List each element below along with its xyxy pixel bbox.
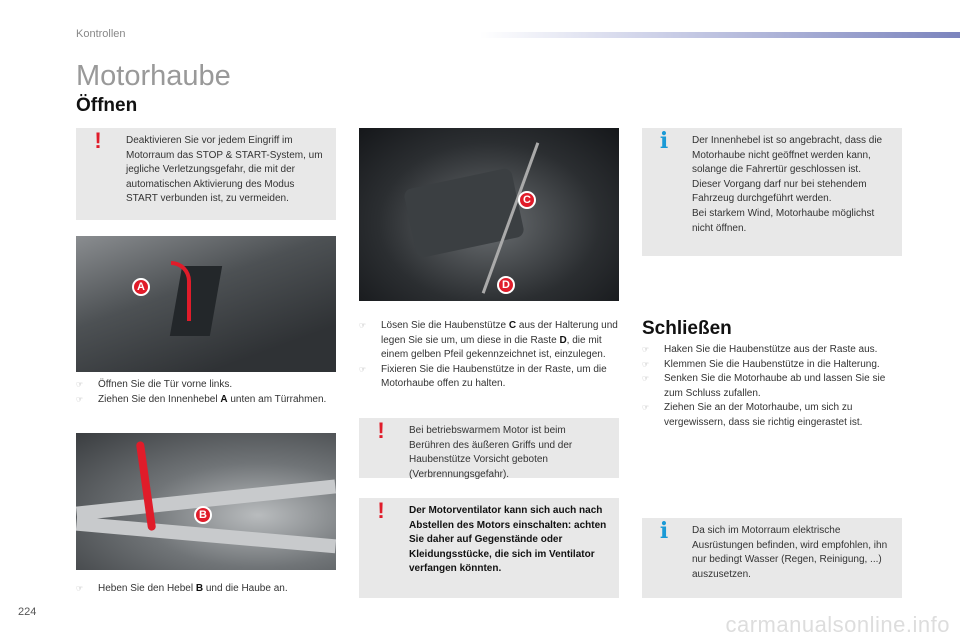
step <box>76 393 336 408</box>
step-text: und die Haube an. <box>205 583 288 594</box>
step <box>76 378 336 393</box>
arrow-icon <box>136 441 156 531</box>
step: ☞ Haken Sie die Haubenstütze aus der Raste aus. <box>642 343 906 358</box>
photo-engine-bay <box>359 128 619 301</box>
page-number: 224 <box>18 606 37 618</box>
step <box>76 582 336 597</box>
step: ☞ Senken Sie die Motorhaube ab und lassen Sie sie zum Schluss zufallen. <box>642 372 906 401</box>
header-rule <box>480 32 960 38</box>
warning-icon: ! <box>377 498 385 523</box>
info-text: Dieser Vorgang darf nur bei stehendem Fahrzeug durchgeführt werden. <box>692 178 867 205</box>
warning-box-burn <box>359 418 619 478</box>
label-a: A <box>220 393 228 405</box>
heading-oeffnen: Öffnen <box>76 95 138 116</box>
info-text: Da sich im Motorraum elektrische Ausrüstungen befinden, wird empfohlen, ihn nur bedingt Wasser (Regen, Reinigung, ...) auszusetzen. <box>692 525 888 580</box>
photo-hood-lever <box>76 433 336 570</box>
warning-icon: ! <box>94 128 102 153</box>
heading-schliessen: Schließen <box>642 318 732 339</box>
callout-b: B <box>194 506 212 524</box>
steps-list-2 <box>76 582 336 597</box>
callout-d: D <box>497 276 515 294</box>
step-text: aus der Halterung und legen Sie sie um, um diese in die Raste <box>381 320 618 346</box>
warning-icon: ! <box>377 418 385 443</box>
callout-a: A <box>132 278 150 296</box>
step-text: Fixieren Sie die Haubenstütze in der Raste, um die Motorhaube offen zu halten. <box>381 363 607 390</box>
arrow-icon <box>171 261 191 321</box>
step: ☞ Klemmen Sie die Haubenstütze in die Halterung. <box>642 358 906 373</box>
warning-box-stop-start <box>76 128 336 220</box>
step <box>359 319 621 363</box>
step-text: Ziehen Sie den Innenhebel <box>98 393 218 405</box>
section-header: Kontrollen <box>76 28 126 40</box>
step-text: unten am Türrahmen. <box>230 393 327 405</box>
warning-text: Der Motorventilator kann sich auch nach Abstellen des Motors einschalten: achten Sie daher auf Gegenstände oder Kleidungsstücke, die sich im Ventilator verfangen könnten. <box>409 505 607 575</box>
info-icon: i <box>659 128 669 154</box>
info-text: Bei starkem Wind, Motorhaube möglichst nicht öffnen. <box>692 207 875 234</box>
label-d: D <box>559 334 567 346</box>
steps-list-3 <box>359 319 621 392</box>
info-icon: i <box>659 518 669 544</box>
step-text: Heben Sie den Hebel <box>98 583 194 594</box>
steps-list-closing <box>642 343 906 431</box>
watermark: carmanualsonline.info <box>725 612 950 637</box>
step-text: , die mit einem gelben Pfeil gekennzeichnet ist, einzulegen. <box>381 334 606 361</box>
steps-list-1 <box>76 378 336 407</box>
step: ☞ Ziehen Sie an der Motorhaube, um sich zu vergewissern, dass sie richtig eingerastet ist. <box>642 401 906 430</box>
step-text: Öffnen Sie die Tür vorne links. <box>98 379 233 390</box>
callout-c: C <box>518 191 536 209</box>
step-text: Lösen Sie die Haubenstütze <box>381 320 507 331</box>
warning-text: Deaktivieren Sie vor jedem Eingriff im Motorraum das STOP & START-System, um jegliche Verletzungsgefahr, die mit der automatischen Aktivierung des Modus START verbunden ist, zu vermeiden. <box>126 135 323 205</box>
label-c: C <box>508 320 517 331</box>
info-box-water <box>642 518 902 598</box>
page-title: Motorhaube <box>76 60 231 92</box>
warning-box-fan <box>359 498 619 598</box>
warning-text: Bei betriebswarmem Motor ist beim Berühren des äußeren Griffs und der Haubenstütze Vorsicht geboten (Verbrennungsgefahr). <box>409 425 573 480</box>
label-b: B <box>195 583 204 594</box>
step <box>359 363 621 392</box>
info-box-lever <box>642 128 902 256</box>
info-text: Der Innenhebel ist so angebracht, dass die Motorhaube nicht geöffnet werden kann, solange die Fahrertür geschlossen ist. <box>692 135 883 176</box>
photo-door-lever <box>76 236 336 372</box>
